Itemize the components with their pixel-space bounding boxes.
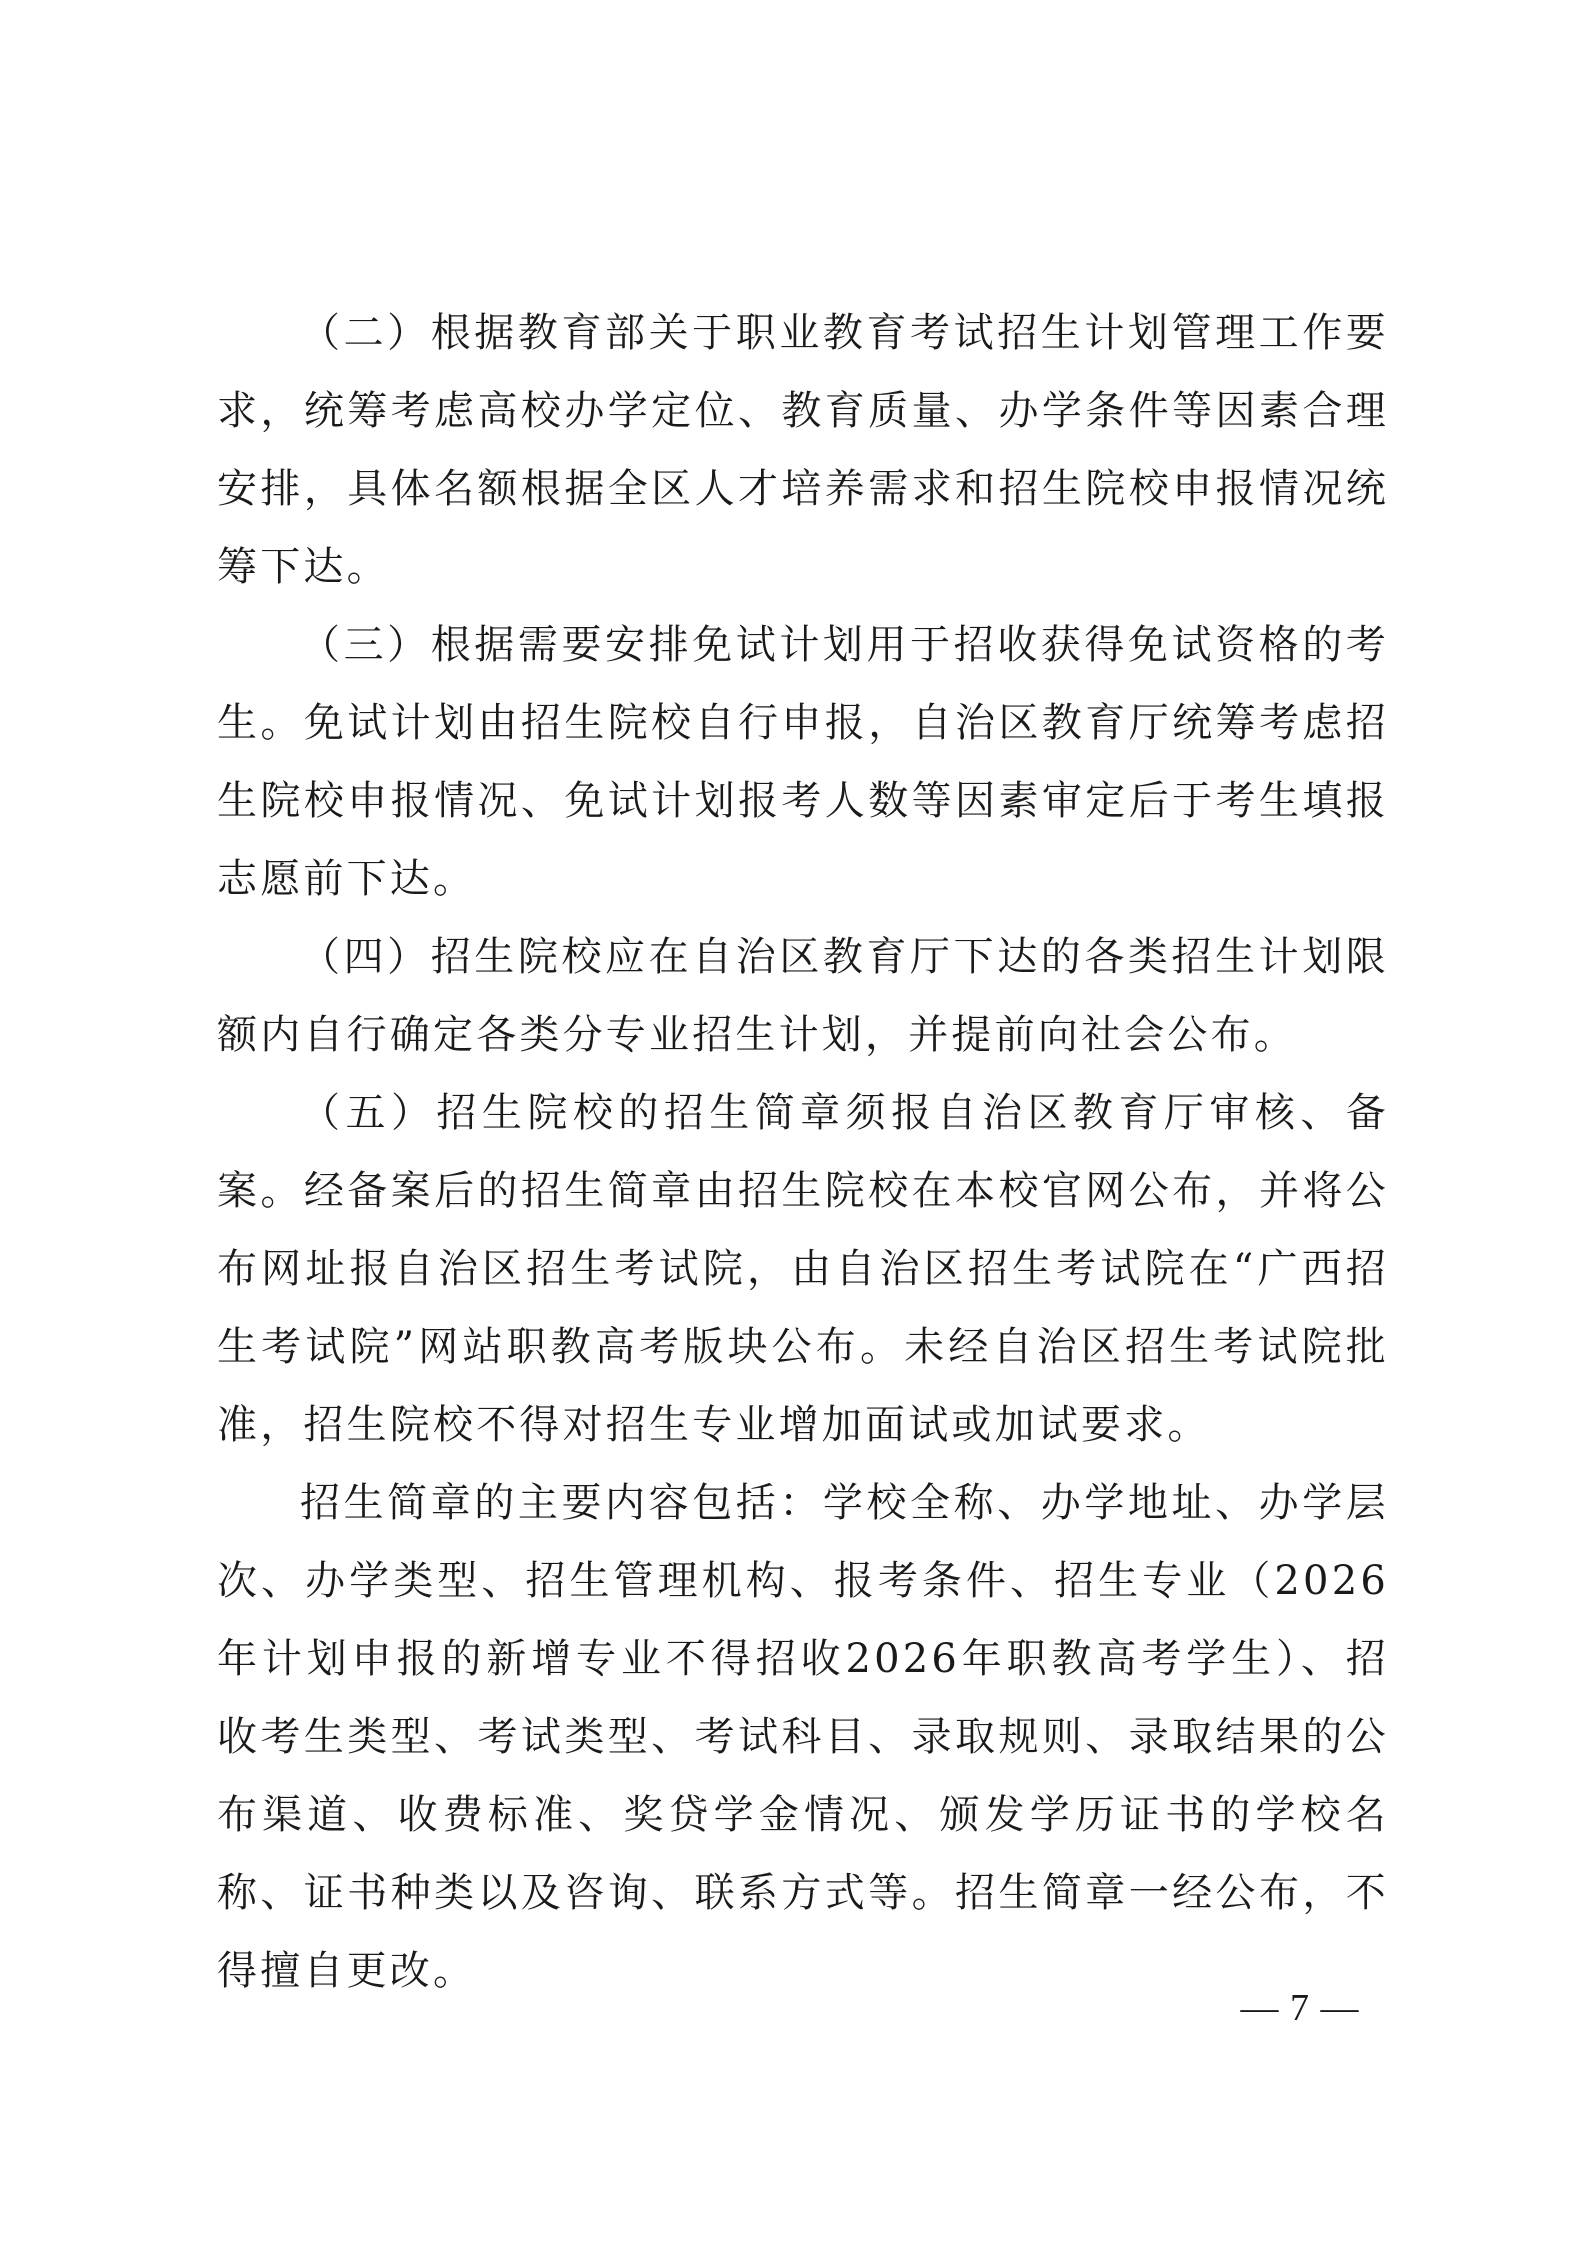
- paragraph-admission-brochure-review: （五）招生院校的招生简章须报自治区教育厅审核、备案。经备案后的招生简章由招生院校在本校官网公布，并将公布网址报自治区招生考试院，由自治区招生考试院在“广西招生考试院”网站职教高考版块公布。未经自治区招生考试院批准，招生院校不得对招生专业增加面试或加试要求。: [217, 1090, 1389, 1448]
- document-body: [217, 294, 1389, 2010]
- paragraph-brochure-contents: 招生简章的主要内容包括：学校全称、办学地址、办学层次、办学类型、招生管理机构、报考条件、招生专业（2026年计划申报的新增专业不得招收2026年职教高考学生）、招收考生类型、考试类型、考试科目、录取规则、录取结果的公布渠道、收费标准、奖贷学金情况、颁发学历证书的学校名称、证书种类以及咨询、联系方式等。招生简章一经公布，不得擅自更改。: [217, 1480, 1389, 1994]
- page-number: — 7 —: [1240, 1987, 1360, 2029]
- paragraph-major-plan: （四）招生院校应在自治区教育厅下达的各类招生计划限额内自行确定各类分专业招生计划，并提前向社会公布。: [217, 934, 1389, 1058]
- paragraph-plan-arrangement: （二）根据教育部关于职业教育考试招生计划管理工作要求，统筹考虑高校办学定位、教育质量、办学条件等因素合理安排，具体名额根据全区人才培养需求和招生院校申报情况统筹下达。: [217, 310, 1389, 590]
- paragraph-exam-free-plan: （三）根据需要安排免试计划用于招收获得免试资格的考生。免试计划由招生院校自行申报，自治区教育厅统筹考虑招生院校申报情况、免试计划报考人数等因素审定后于考生填报志愿前下达。: [217, 622, 1389, 902]
